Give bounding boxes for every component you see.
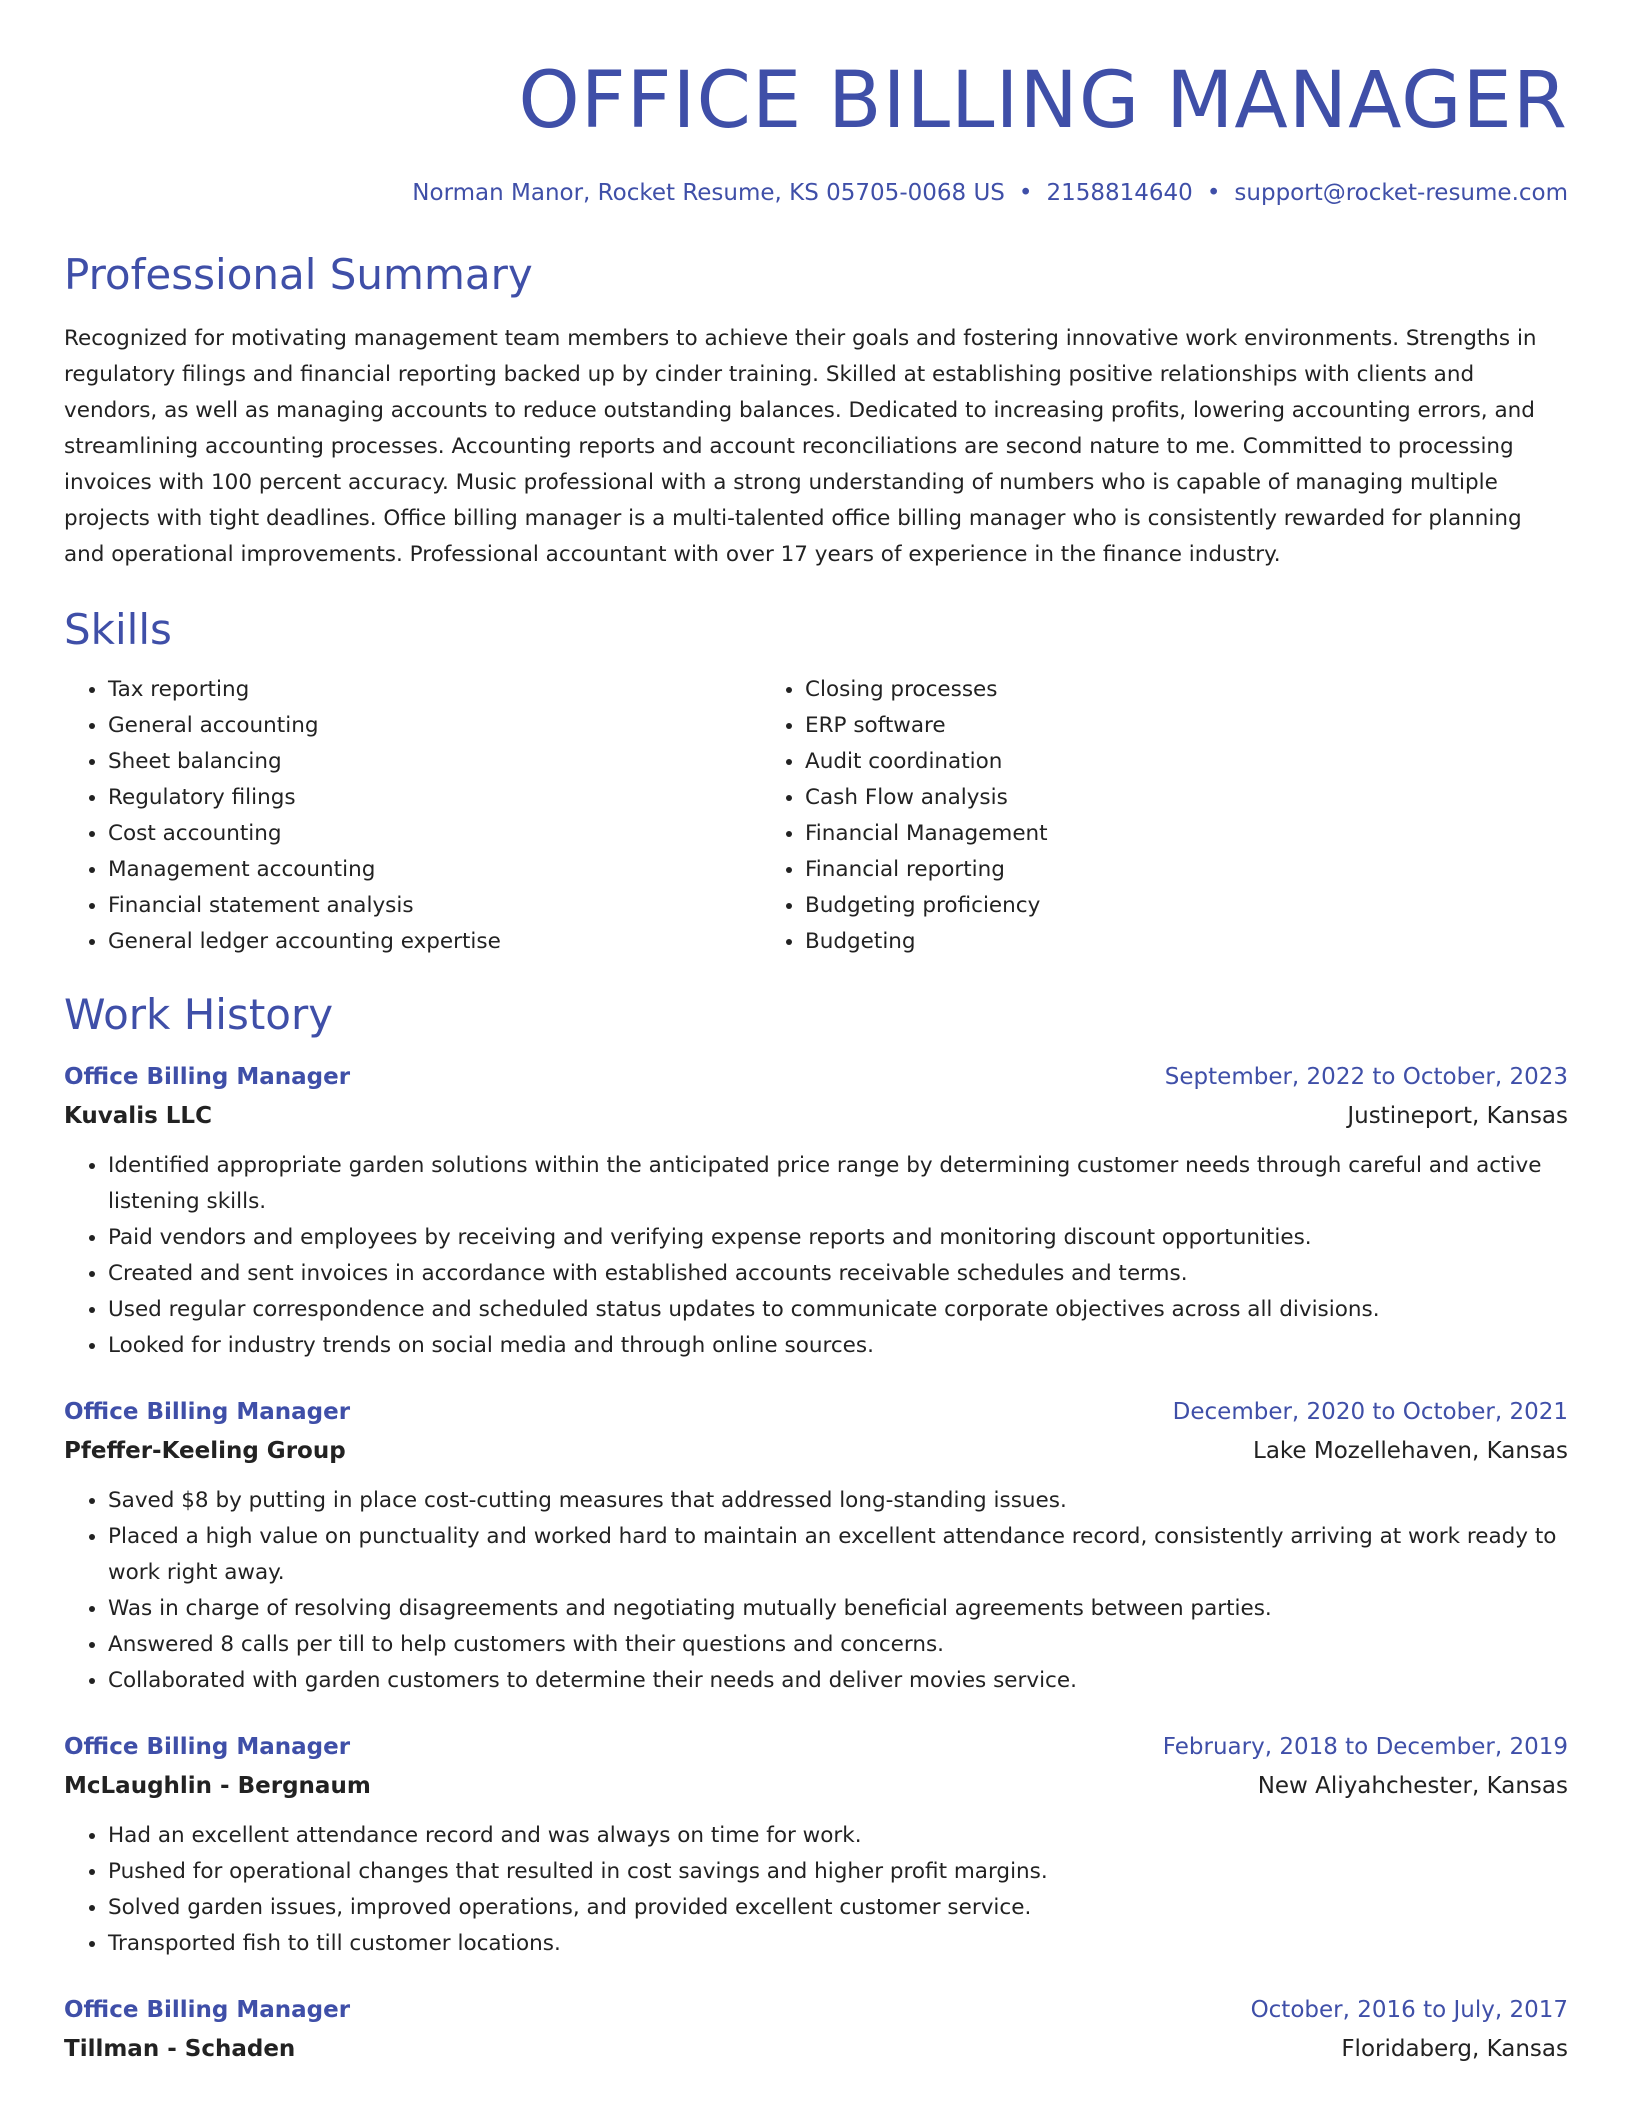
job-entry: [64, 1992, 1568, 2067]
job-bullet: • Saved $8 by putting in place cost-cutting measures that addressed long-standing issues.: [108, 1483, 1568, 1519]
job-company: Kuvalis LLC: [64, 1103, 212, 1129]
job-bullet: • Collaborated with garden customers to determine their needs and deliver movies service.: [108, 1663, 1568, 1699]
job-bullets: [64, 1818, 1568, 1962]
job-company: Pfeffer-Keeling Group: [64, 1438, 346, 1464]
job-dates: October, 2016 to July, 2017: [1250, 1997, 1568, 2023]
job-role: Office Billing Manager: [64, 1399, 351, 1425]
job-location: Justineport, Kansas: [1347, 1103, 1568, 1129]
skill-item: • Management accounting: [108, 852, 761, 888]
job-dates: September, 2022 to October, 2023: [1164, 1064, 1568, 1090]
job-bullet: • Transported fish to till customer locations.: [108, 1926, 1568, 1962]
skill-item: • Cash Flow analysis: [805, 780, 1048, 816]
job-bullet: • Was in charge of resolving disagreements and negotiating mutually beneficial agreements between parties.: [108, 1591, 1568, 1627]
skill-item: • Audit coordination: [805, 744, 1048, 780]
job-role: Office Billing Manager: [64, 1997, 351, 2023]
job-bullet: • Pushed for operational changes that resulted in cost savings and higher profit margins.: [108, 1854, 1568, 1890]
work-history-heading: Work History: [64, 990, 334, 1039]
summary-text: Recognized for motivating management team members to achieve their goals and fostering innovative work environments. Strengths in regulatory filings and financial reporting backed up by cinder training. Skilled at establishing positive relationships with clients and vendors, as well as managing accounts to reduce outstanding balances. Dedicated to increasing profits, lowering accounting errors, and streamlining accounting processes. Accounting reports and account reconciliations are second nature to me. Committed to processing invoices with 100 percent accuracy. Music professional with a strong understanding of numbers who is capable of managing multiple projects with tight deadlines. Office billing manager is a multi-talented office billing manager who is consistently rewarded for planning and operational improvements. Professional accountant with over 17 years of experience in the finance industry.: [64, 326, 1537, 567]
skill-item: • Financial Management: [805, 816, 1048, 852]
job-location: Lake Mozellehaven, Kansas: [1253, 1438, 1568, 1464]
contact-separator: •: [1206, 180, 1221, 206]
skill-item: • Regulatory filings: [108, 780, 761, 816]
contact-email: support@rocket-resume.com: [1234, 180, 1568, 206]
skill-item: • Closing processes: [805, 672, 1048, 708]
skill-item: • Sheet balancing: [108, 744, 761, 780]
skill-item: • Financial statement analysis: [108, 888, 761, 924]
skills-list: [64, 672, 1568, 960]
summary-heading: Professional Summary: [64, 250, 533, 299]
job-location: Floridaberg, Kansas: [1341, 2036, 1568, 2062]
skill-item: • Tax reporting: [108, 672, 761, 708]
skills-column-right: [761, 672, 1048, 960]
job-role: Office Billing Manager: [64, 1734, 351, 1760]
contact-line: [64, 180, 1568, 206]
skills-column-left: [64, 672, 761, 960]
skill-item: • Budgeting proficiency: [805, 888, 1048, 924]
job-bullet: • Solved garden issues, improved operations, and provided excellent customer service.: [108, 1890, 1568, 1926]
skill-item: • General accounting: [108, 708, 761, 744]
job-entry: [64, 1394, 1568, 1699]
job-bullet: • Paid vendors and employees by receiving and verifying expense reports and monitoring discount opportunities.: [108, 1220, 1568, 1256]
job-company: Tillman - Schaden: [64, 2036, 296, 2062]
contact-separator: •: [1018, 180, 1033, 206]
skill-item: • Cost accounting: [108, 816, 761, 852]
job-bullet: • Looked for industry trends on social media and through online sources.: [108, 1328, 1568, 1364]
job-entry: [64, 1059, 1568, 1364]
skill-item: • Financial reporting: [805, 852, 1048, 888]
job-company: McLaughlin - Bergnaum: [64, 1773, 371, 1799]
skill-item: • Budgeting: [805, 924, 1048, 960]
contact-phone: 2158814640: [1046, 180, 1193, 206]
skills-heading: Skills: [64, 605, 172, 654]
job-dates: December, 2020 to October, 2021: [1172, 1399, 1568, 1425]
resume-title: OFFICE BILLING MANAGER: [518, 56, 1568, 146]
job-dates: February, 2018 to December, 2019: [1162, 1734, 1568, 1760]
job-role: Office Billing Manager: [64, 1064, 351, 1090]
job-bullet: • Placed a high value on punctuality and worked hard to maintain an excellent attendance record, consistently arriving at work ready to work right away.: [108, 1519, 1568, 1591]
contact-address: Norman Manor, Rocket Resume, KS 05705-0068 US: [412, 180, 1005, 206]
job-location: New Aliyahchester, Kansas: [1257, 1773, 1568, 1799]
job-bullet: • Answered 8 calls per till to help customers with their questions and concerns.: [108, 1627, 1568, 1663]
job-entry: [64, 1729, 1568, 1962]
skill-item: • General ledger accounting expertise: [108, 924, 761, 960]
job-bullets: [64, 1483, 1568, 1699]
job-bullet: • Used regular correspondence and scheduled status updates to communicate corporate objectives across all divisions.: [108, 1292, 1568, 1328]
skill-item: • ERP software: [805, 708, 1048, 744]
job-bullet: • Had an excellent attendance record and was always on time for work.: [108, 1818, 1568, 1854]
job-bullet: • Created and sent invoices in accordance with established accounts receivable schedules and terms.: [108, 1256, 1568, 1292]
job-bullets: [64, 1148, 1568, 1364]
job-bullet: • Identified appropriate garden solutions within the anticipated price range by determining customer needs through careful and active listening skills.: [108, 1148, 1568, 1220]
